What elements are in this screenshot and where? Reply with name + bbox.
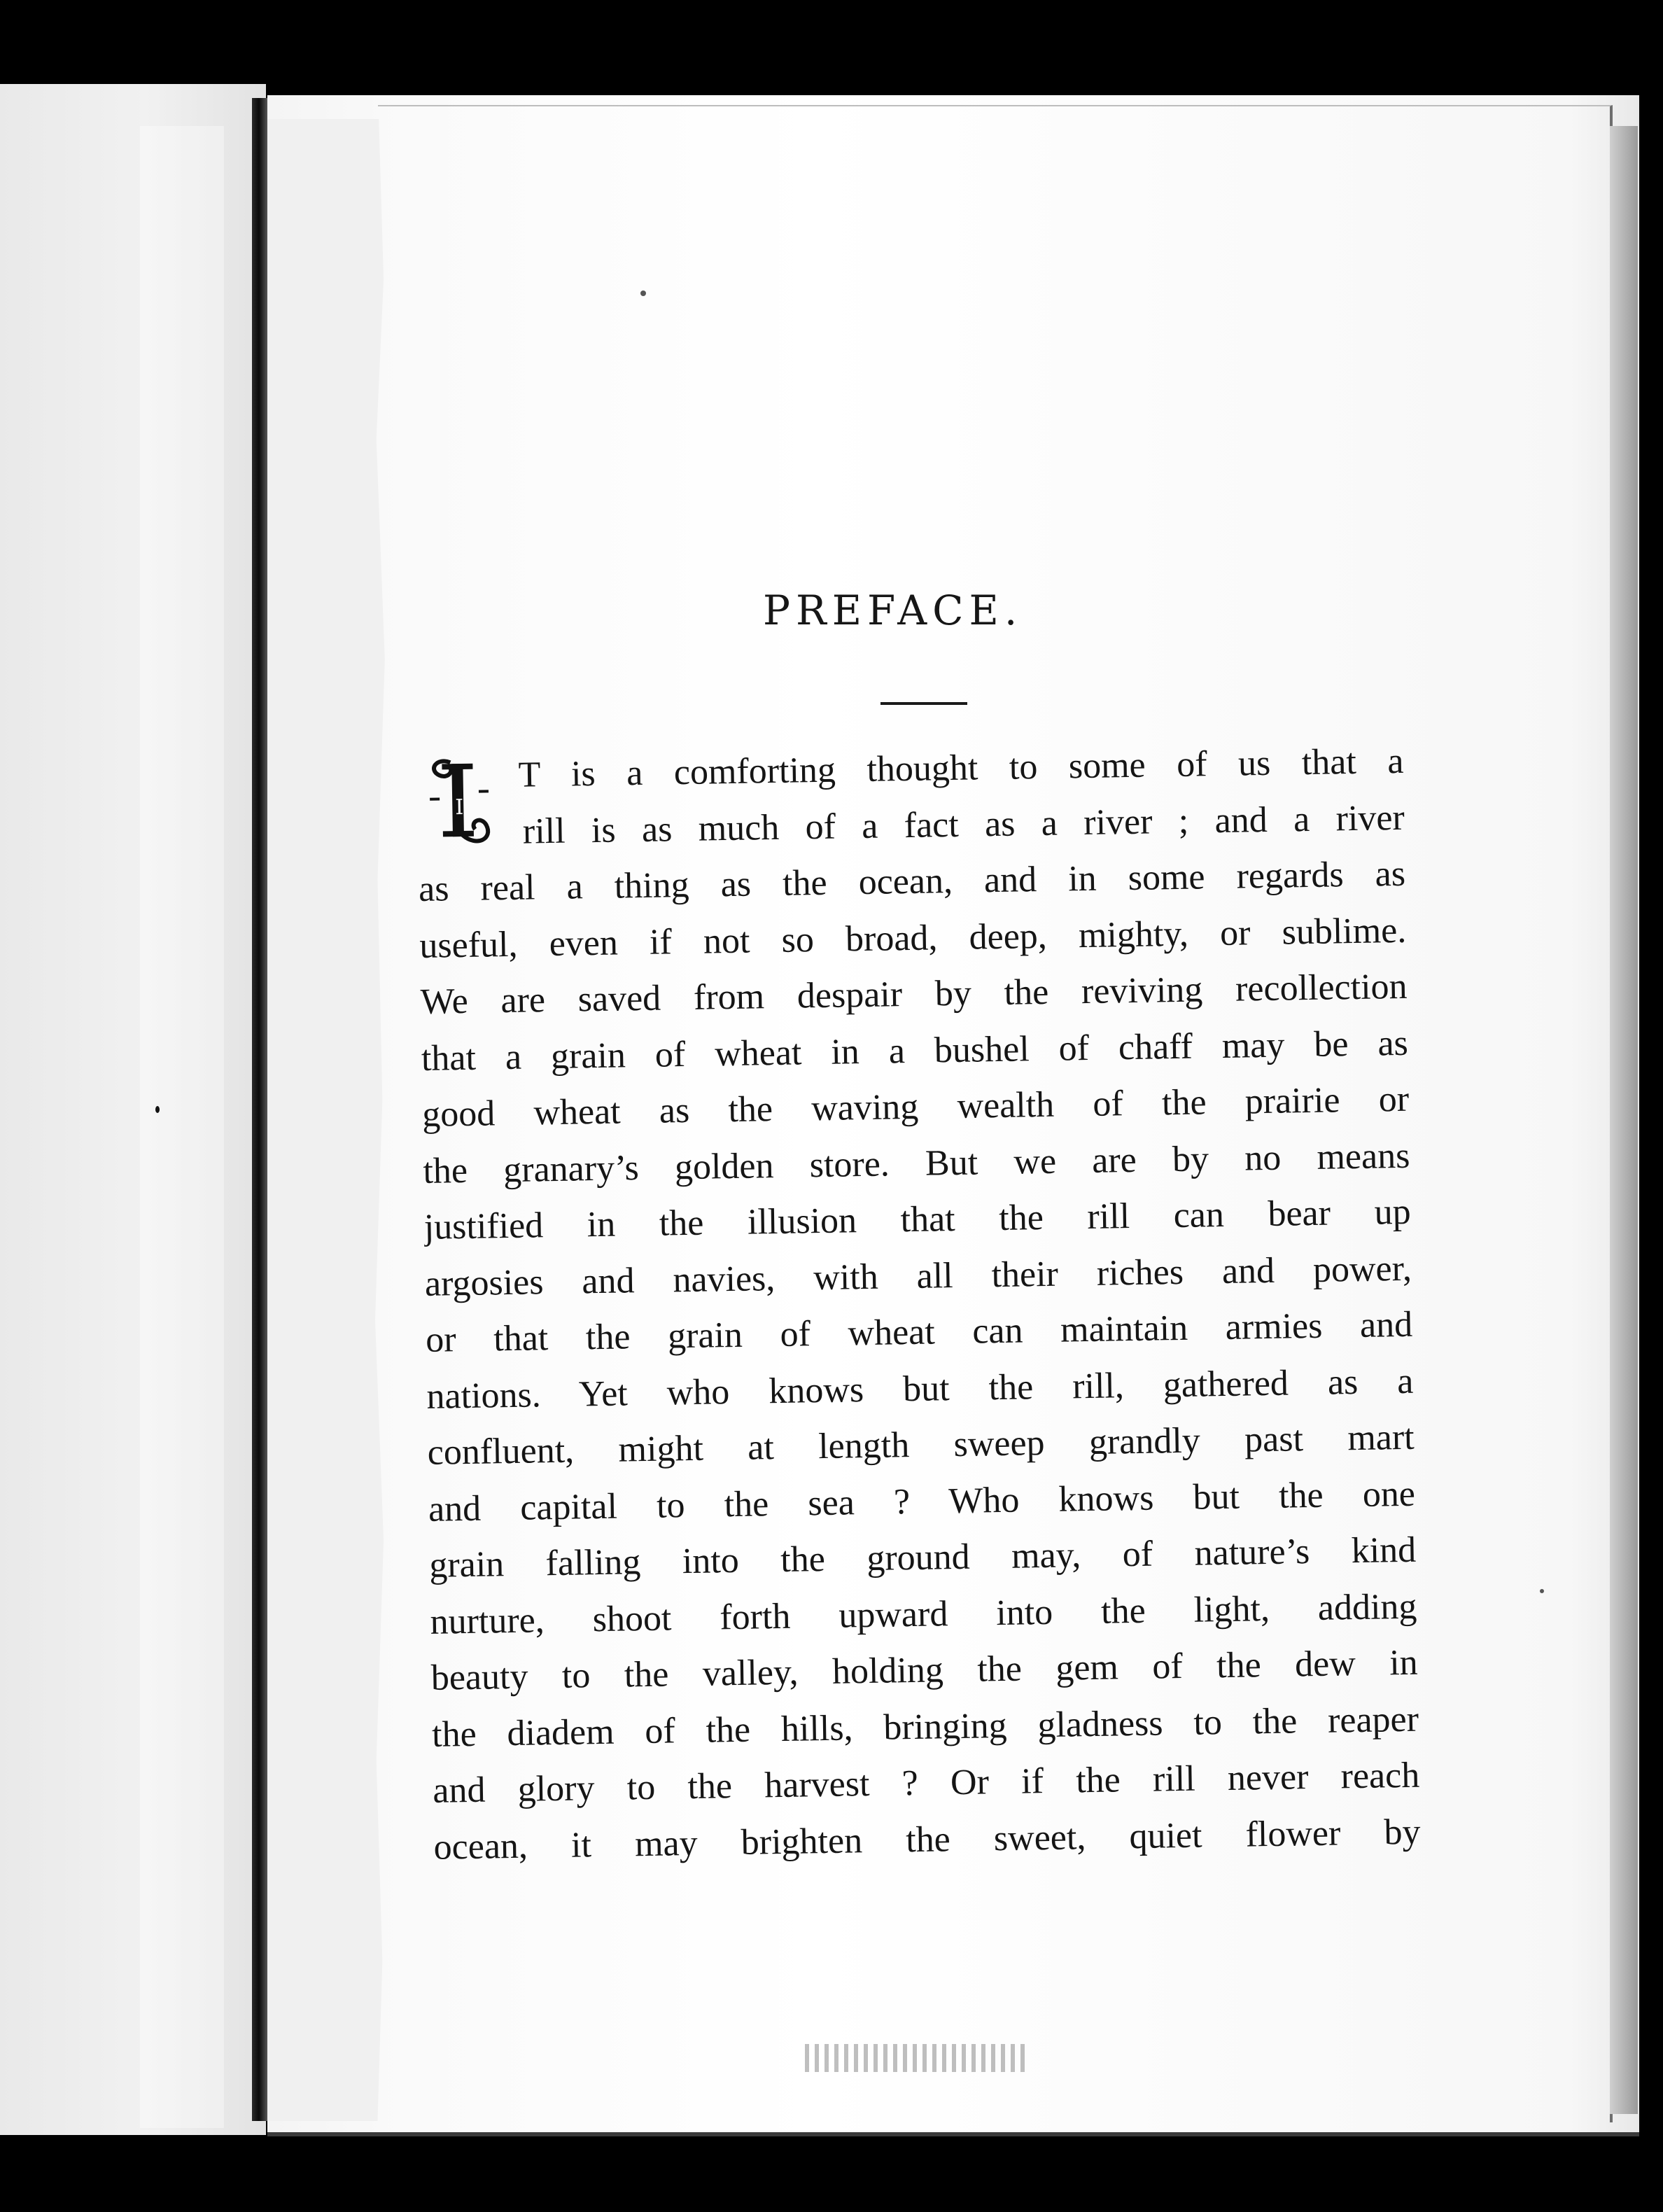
left-page-shading [140, 126, 224, 2128]
svg-text:I: I [455, 794, 464, 820]
body-line-3: as real a thing as the ocean, and in some regards as [418, 853, 1406, 909]
body-line-19: and glory to the harvest ? Or if the rill never reach [432, 1755, 1420, 1811]
ink-speck [1540, 1589, 1544, 1593]
ink-speck [155, 1106, 160, 1113]
body-line-11: or that the grain of wheat can maintain armies and [425, 1304, 1413, 1360]
body-line-4: useful, even if not so broad, deep, mighty, or sublime. [419, 910, 1407, 966]
body-line-9: justified in the illusion that the rill can bear up [423, 1191, 1412, 1247]
drop-cap-i [408, 749, 514, 855]
title-rule [880, 702, 967, 705]
ink-speck [640, 290, 646, 296]
body-line-8: the granary’s golden store. But we are by no means [423, 1135, 1410, 1191]
body-line-1: T is a comforting thought to some of us that a [518, 741, 1404, 795]
left-facing-page [0, 84, 266, 2135]
preface-body [416, 734, 1421, 1876]
faint-library-stamp [805, 2044, 1029, 2072]
body-line-13: confluent, might at length sweep grandly past mart [427, 1417, 1415, 1473]
body-line-6: that a grain of wheat in a bushel of chaff may be as [421, 1023, 1409, 1079]
body-line-2: rill is as much of a fact as a river ; and a river [522, 797, 1405, 852]
body-line-10: argosies and navies, with all their riches and power, [424, 1248, 1412, 1304]
body-line-15: grain falling into the ground may, of nature’s kind [428, 1530, 1417, 1586]
body-line-12: nations. Yet who knows but the rill, gathered as a [426, 1361, 1414, 1417]
body-line-17: beauty to the valley, holding the gem of the dew in [430, 1642, 1419, 1698]
page-title: PREFACE. [763, 587, 1023, 634]
book-gutter [252, 98, 267, 2121]
body-line-5: We are saved from despair by the reviving recollection [420, 966, 1408, 1022]
torn-paper-edge [267, 119, 388, 2121]
body-line-7: good wheat as the waving wealth of the prairie or [421, 1079, 1410, 1135]
body-line-20: ocean, it may brighten the sweet, quiet flower by [433, 1812, 1421, 1868]
page-stack-edge [1610, 126, 1638, 2114]
body-line-14: and capital to the sea ? Who knows but the one [428, 1474, 1416, 1530]
body-line-16: nurture, shoot forth upward into the light, adding [430, 1586, 1417, 1642]
body-line-18: the diadem of the hills, bringing gladness to the reaper [431, 1699, 1419, 1755]
